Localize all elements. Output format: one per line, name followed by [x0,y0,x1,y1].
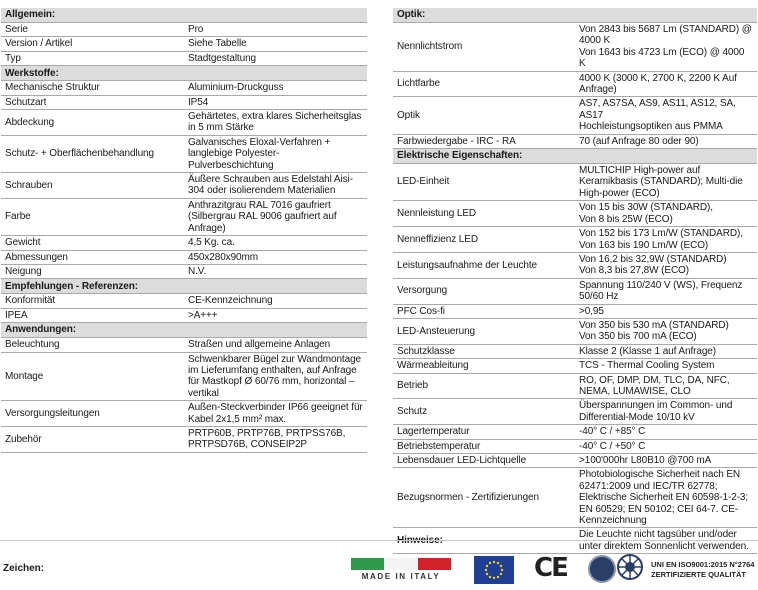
section-title: Optik: [393,8,757,23]
spec-value: TCS - Thermal Cooling System [575,359,757,373]
spec-row [1,110,367,136]
section-title: Elektrische Eigenschaften: [393,149,757,164]
spec-row [393,97,757,134]
spec-value: Äußere Schrauben aus Edelstahl Aisi-304 oder isolierendem Materialien [184,173,367,199]
spec-label: LED-Ansteuerung [393,318,575,344]
spec-value: Anthrazitgrau RAL 7016 gaufriert (Silbergrau RAL 9006 gaufriert auf Anfrage) [184,198,367,235]
spec-row [393,468,757,528]
spec-label: IPEA [1,308,184,322]
footer-label: Zeichen: [3,563,45,574]
spec-row [393,439,757,453]
spec-value: Straßen und allgemeine Anlagen [184,338,367,352]
spec-value: Von 16,2 bis 32,9W (STANDARD) Von 8,3 bis 27,8W (ECO) [575,252,757,278]
spec-label: Abmessungen [1,250,184,264]
spec-label: Mechanische Struktur [1,81,184,95]
spec-value: Schwenkbarer Bügel zur Wandmontage im Lieferumfang enthalten, auf Anfrage für Mastkopf Ø 60/76 mm, horizontal – vertikal [184,352,367,401]
spec-value: Aluminium-Druckguss [184,81,367,95]
spec-value: 4000 K (3000 K, 2700 K, 2200 K Auf Anfrage) [575,71,757,97]
spec-row [1,426,367,452]
spec-row [1,294,367,308]
section-header [393,8,757,23]
spec-row [1,135,367,172]
made-in-italy-label: MADE IN ITALY [361,572,441,581]
spec-row [1,198,367,235]
iqnet-logo-icon [616,553,644,581]
spec-label: Typ [1,51,184,65]
left-spec-column [1,8,367,453]
spec-label: Gewicht [1,236,184,250]
spec-label: Version / Artikel [1,37,184,51]
spec-row [393,454,757,468]
spec-value: 4,5 Kg. ca. [184,236,367,250]
spec-value: -40° C / +50° C [575,439,757,453]
footer [0,540,758,590]
spec-value: Von 15 bis 30W (STANDARD), Von 8 bis 25W (ECO) [575,201,757,227]
section-title: Anwendungen: [1,323,367,338]
spec-value: Überspannungen im Common- und Differential-Mode 10/10 kV [575,399,757,425]
ce-mark-icon: CE [534,553,567,583]
spec-label: Nennleistung LED [393,201,575,227]
eu-flag-icon [474,556,514,584]
spec-label: Lagertemperatur [393,425,575,439]
spec-row [393,318,757,344]
spec-label: Schutzklasse [393,344,575,358]
spec-row [393,278,757,304]
spec-row [393,344,757,358]
spec-label: Versorgungsleitungen [1,401,184,427]
spec-row [1,264,367,278]
spec-row [393,399,757,425]
spec-label: Zubehör [1,426,184,452]
spec-value: CE-Kennzeichnung [184,294,367,308]
spec-row [1,95,367,109]
spec-label: Bezugsnormen - Zertifizierungen [393,468,575,528]
spec-row [1,81,367,95]
spec-value: Die Leuchte nicht tagsüber und/oder unter direktem Sonnenlicht verwenden. [575,528,757,554]
section-title: Empfehlungen - Referenzen: [1,279,367,294]
spec-label: Schutz- + Oberflächenbehandlung [1,135,184,172]
spec-label: Serie [1,23,184,37]
spec-value: Pro [184,23,367,37]
spec-table [1,8,367,453]
spec-value: >100'000hr L80B10 @700 mA [575,454,757,468]
spec-value: Spannung 110/240 V (WS), Frequenz 50/60 Hz [575,278,757,304]
spec-label: Lebensdauer LED-Lichtquelle [393,454,575,468]
spec-value: PRTP60B, PRTP76B, PRTPSS76B, PRTPSD76B, CONSEIP2P [184,426,367,452]
spec-value: 450x280x90mm [184,250,367,264]
spec-value: -40° C / +85° C [575,425,757,439]
spec-value: Von 350 bis 530 mA (STANDARD) Von 350 bis 700 mA (ECO) [575,318,757,344]
section-title: Allgemein: [1,8,367,23]
spec-label: Montage [1,352,184,401]
spec-label: Nenneffizienz LED [393,227,575,253]
spec-label: Schutzart [1,95,184,109]
spec-row [1,401,367,427]
spec-label: Betrieb [393,373,575,399]
spec-value: MULTICHIP High-power auf Keramikbasis (STANDARD); Multi-die High-power (ECO) [575,164,757,201]
spec-label: Lichtfarbe [393,71,575,97]
iso-certification-text: UNI EN ISO9001:2015 N°2764 ZERTIFIZIERTE QUALITÄT [651,560,755,579]
spec-value: >0,95 [575,304,757,318]
spec-row [1,338,367,352]
spec-value: Photobiologische Sicherheit nach EN 62471:2009 und IEC/TR 62778; Elektrische Sicherheit EN 60598-1-2-3; EN 60529; EN 50102; CEI 64-7. CE-Kennzeichnung [575,468,757,528]
spec-label: Leistungsaufnahme der Leuchte [393,252,575,278]
spec-value: RO, OF, DMP, DM, TLC, DA, NFC, NEMA, LUMAWISE, CLO [575,373,757,399]
spec-label: PFC Cos-fi [393,304,575,318]
spec-label: Betriebstemperatur [393,439,575,453]
spec-value: Siehe Tabelle [184,37,367,51]
spec-label: Abdeckung [1,110,184,136]
spec-row [393,425,757,439]
spec-row [1,250,367,264]
spec-row [1,51,367,65]
certification-seal-icon [588,555,616,583]
spec-row [393,134,757,148]
spec-table [393,8,757,554]
spec-label: Farbwiedergabe - IRC - RA [393,134,575,148]
spec-label: Hinweise: [393,528,575,554]
spec-label: Wärmeableitung [393,359,575,373]
spec-row [1,37,367,51]
spec-row [393,304,757,318]
spec-value: Außen-Steckverbinder IP66 geeignet für Kabel 2x1,5 mm² max. [184,401,367,427]
section-header [393,149,757,164]
spec-value: >A+++ [184,308,367,322]
spec-value: Von 152 bis 173 Lm/W (STANDARD), Von 163 bis 190 Lm/W (ECO) [575,227,757,253]
spec-label: Farbe [1,198,184,235]
spec-value: Galvanisches Eloxal-Verfahren + langlebige Polyester-Pulverbeschichtung [184,135,367,172]
spec-row [1,173,367,199]
right-spec-column [393,8,757,554]
spec-label: Nennlichtstrom [393,23,575,72]
spec-value: Gehärtetes, extra klares Sicherheitsglas in 5 mm Stärke [184,110,367,136]
spec-value: IP54 [184,95,367,109]
spec-label: Schrauben [1,173,184,199]
spec-row [1,308,367,322]
spec-label: Versorgung [393,278,575,304]
spec-value: Klasse 2 (Klasse 1 auf Anfrage) [575,344,757,358]
section-header [1,279,367,294]
spec-row [1,236,367,250]
spec-value: N.V. [184,264,367,278]
section-header [1,8,367,23]
spec-row [393,359,757,373]
spec-row [393,227,757,253]
spec-label: Beleuchtung [1,338,184,352]
spec-row [393,201,757,227]
section-header [1,323,367,338]
section-header [1,66,367,81]
spec-label: Neigung [1,264,184,278]
spec-row [393,164,757,201]
spec-row [393,252,757,278]
spec-row [393,23,757,72]
spec-value: 70 (auf Anfrage 80 oder 90) [575,134,757,148]
spec-label: Schutz [393,399,575,425]
section-title: Werkstoffe: [1,66,367,81]
spec-row [393,373,757,399]
spec-row [1,23,367,37]
spec-value: Von 2843 bis 5687 Lm (STANDARD) @ 4000 K Von 1643 bis 4723 Lm (ECO) @ 4000 K [575,23,757,72]
spec-row [393,71,757,97]
spec-label: LED-Einheit [393,164,575,201]
spec-label: Optik [393,97,575,134]
spec-value: Stadtgestaltung [184,51,367,65]
italian-flag-icon [351,558,451,570]
spec-row [1,352,367,401]
spec-label: Konformität [1,294,184,308]
spec-value: AS7, AS7SA, AS9, AS11, AS12, SA, AS17 Hochleistungsoptiken aus PMMA [575,97,757,134]
